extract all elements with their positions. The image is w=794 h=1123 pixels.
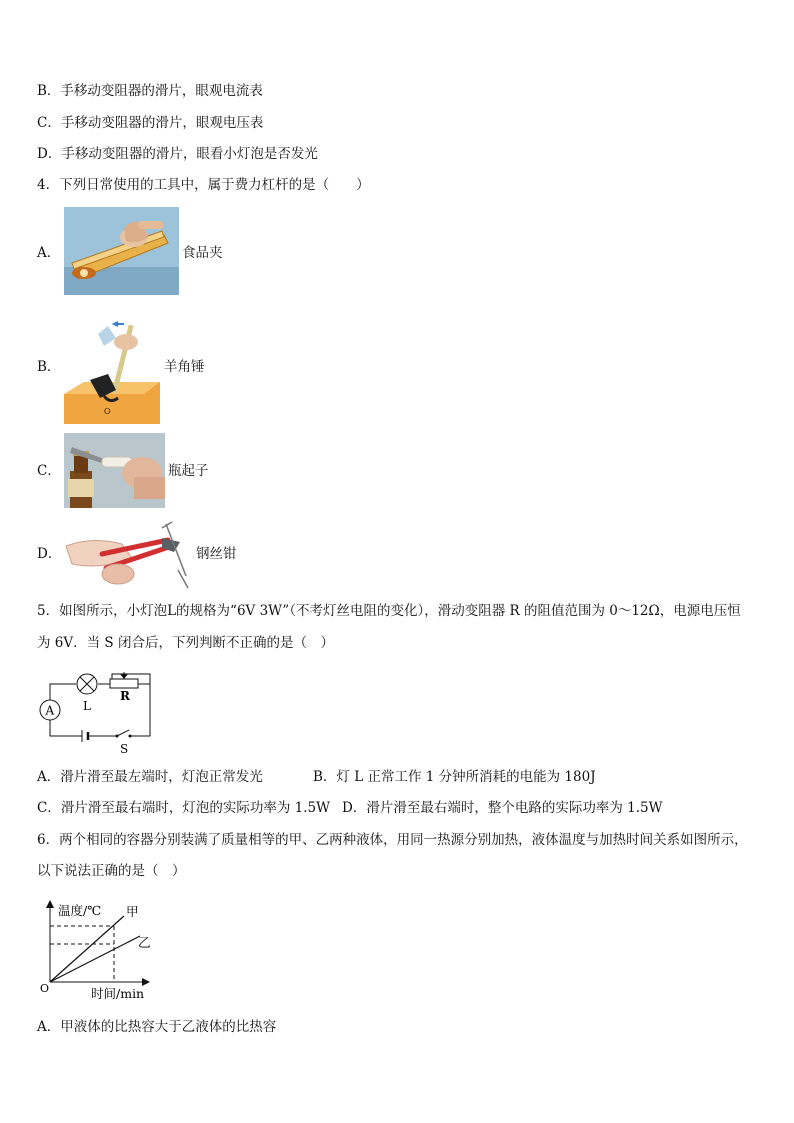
q5-option-c: C．滑片滑至最右端时，灯泡的实际功率为 1.5W [37,800,330,816]
pliers-image [62,518,192,590]
q6-stem-line1: 6．两个相同的容器分别装满了质量相等的甲、乙两种液体，用同一热源分别加热，液体温度与加热时间关系如图所示， [37,832,748,848]
lamp-label: L [83,699,91,713]
q5-option-a: A．滑片滑至最左端时，灯泡正常发光 [37,769,263,785]
food-tongs-image [64,207,179,295]
q4-stem: 4．下列日常使用的工具中，属于费力杠杆的是（ ） [37,177,370,193]
temperature-time-graph [36,896,166,1004]
svg-text:O: O [104,407,111,416]
rheostat-symbol [110,679,138,688]
q4-option-c-name: 瓶起子 [168,463,209,479]
q4-option-b-name: 羊角锤 [164,359,205,375]
ammeter-label: A [45,703,55,718]
q5-stem-line1: 5．如图所示，小灯泡L的规格为“6V 3W”（不考灯丝电阻的变化），滑动变阻器 R 的阻值范围为 0～12Ω，电源电压恒 [37,603,741,619]
q4-option-a-name: 食品夹 [182,245,223,261]
q5-option-d: D．滑片滑至最右端时，整个电路的实际功率为 1.5W [342,800,663,816]
origin-label: O [40,982,50,995]
q6-stem-line2: 以下说法正确的是（ ） [37,863,186,879]
q5-option-b: B．灯 L 正常工作 1 分钟所消耗的电能为 180J [313,769,596,785]
series-b-line [50,936,140,982]
q4-option-d-letter: D． [37,546,62,562]
switch-label: S [120,742,129,756]
q3-option-d: D．手移动变阻器的滑片，眼看小灯泡是否发光 [37,146,318,162]
q5-stem-line2: 为 6V．当 S 闭合后，下列判断不正确的是（ ） [37,635,334,651]
q4-option-b-letter: B． [37,359,61,375]
series-a-label: 甲 [126,904,139,919]
q6-option-a: A．甲液体的比热容大于乙液体的比热容 [37,1019,277,1035]
circuit-diagram [36,668,156,758]
rheostat-label: R [120,689,130,703]
q3-option-c: C．手移动变阻器的滑片，眼观电压表 [37,115,264,131]
q3-option-b: B．手移动变阻器的滑片，眼观电流表 [37,83,263,99]
bottle-opener-image [64,433,165,508]
q4-option-a-letter: A． [37,245,61,261]
series-b-label: 乙 [138,935,151,950]
claw-hammer-image [64,320,160,424]
x-axis-label: 时间/min [91,986,145,1001]
y-axis-label: 温度/℃ [58,903,102,918]
q4-option-d-name: 钢丝钳 [196,546,237,562]
q4-option-c-letter: C． [37,463,61,479]
